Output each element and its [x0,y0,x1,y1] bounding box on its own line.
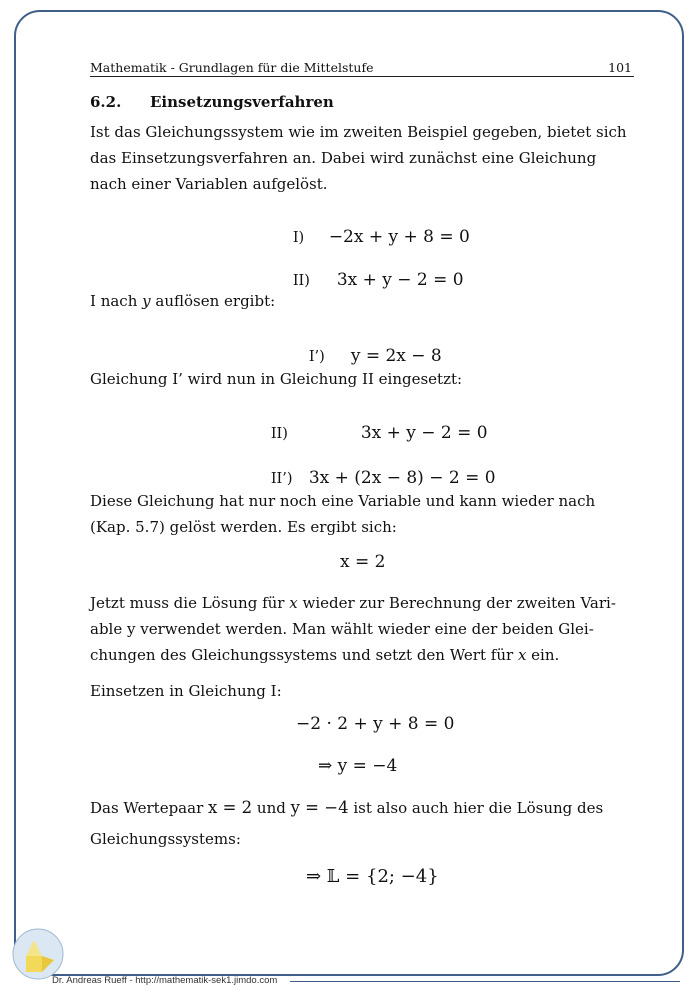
text-line [90,590,638,616]
equation-expr: −2x + y + 8 = 0 [328,227,470,247]
text: Jetzt muss die Lösung für [90,594,290,612]
section-number: 6.2. [90,93,122,111]
variable: x [517,646,527,664]
text-line: able y verwendet werden. Man wählt wieder eine der beiden Glei- [90,620,594,638]
text-line [90,795,638,821]
text: chungen des Gleichungssystems und setzt den Wert für [90,646,518,664]
text-line [90,642,638,668]
equation-label: II’) [270,471,293,487]
variable: x [289,594,298,612]
text: ein. [526,646,560,664]
text: auflösen ergibt: [150,292,276,310]
equation-5 [260,448,496,488]
equation-6: x = 2 [340,552,386,572]
text-line: das Einsetzungsverfahren an. Dabei wird zunächst eine Gleichung [90,149,597,167]
equation-expr: 3x + y − 2 = 0 [360,423,488,443]
equation-label: I) [292,230,305,246]
text: und [252,799,291,817]
paragraph-solve [90,288,638,314]
paragraph-next [90,590,638,668]
footer-rule [290,981,680,982]
section-heading [90,93,334,111]
paragraph-solution [90,795,638,852]
equation-label: II) [292,273,310,289]
text-line: Gleichungssystems: [90,830,241,848]
equation-expr: 3x + y − 2 = 0 [336,270,464,290]
intro-paragraph [90,119,638,197]
equation-8: ⇒ y = −4 [318,756,398,776]
header-title: Mathematik - Grundlagen für die Mittelstufe [90,60,374,75]
page-number: 101 [608,60,632,75]
text-line: nach einer Variablen aufgelöst. [90,175,328,193]
text-line: Diese Gleichung hat nur noch eine Variable und kann wieder nach [90,492,596,510]
equation-4 [260,403,488,443]
equation-3 [298,326,442,366]
equation-label: II) [270,426,288,442]
equation-7: −2 · 2 + y + 8 = 0 [296,714,455,734]
value-y: y = −4 [290,798,349,817]
paragraph-variable [90,488,638,540]
text-line: (Kap. 5.7) gelöst werden. Es ergibt sich: [90,518,397,536]
variable: y [142,292,151,310]
equation-expr: y = 2x − 8 [350,346,442,366]
text-line: Ist das Gleichungssystem wie im zweiten Beispiel gegeben, bietet sich [90,123,627,141]
text: I nach [90,292,143,310]
footer-credit: Dr. Andreas Rueff - http://mathematik-sek1.jimdo.com [52,975,278,986]
section-title: Einsetzungsverfahren [150,93,334,111]
text: ist also auch hier die Lösung des [348,799,604,817]
equation-2 [282,250,464,290]
text: wieder zur Berechnung der zweiten Vari- [297,594,616,612]
equation-expr: 3x + (2x − 8) − 2 = 0 [308,468,496,488]
page-header [90,58,634,77]
text: Das Wertepaar [90,799,209,817]
paragraph-substitute: Einsetzen in Gleichung I: [90,682,282,700]
equation-label: I’) [308,349,325,365]
paragraph-insert: Gleichung I’ wird nun in Gleichung II eingesetzt: [90,370,463,388]
solution-set: ⇒ 𝕃 = {2; −4} [306,866,439,887]
author-logo-icon [12,928,64,980]
value-x: x = 2 [208,798,253,817]
equation-1 [282,207,470,247]
